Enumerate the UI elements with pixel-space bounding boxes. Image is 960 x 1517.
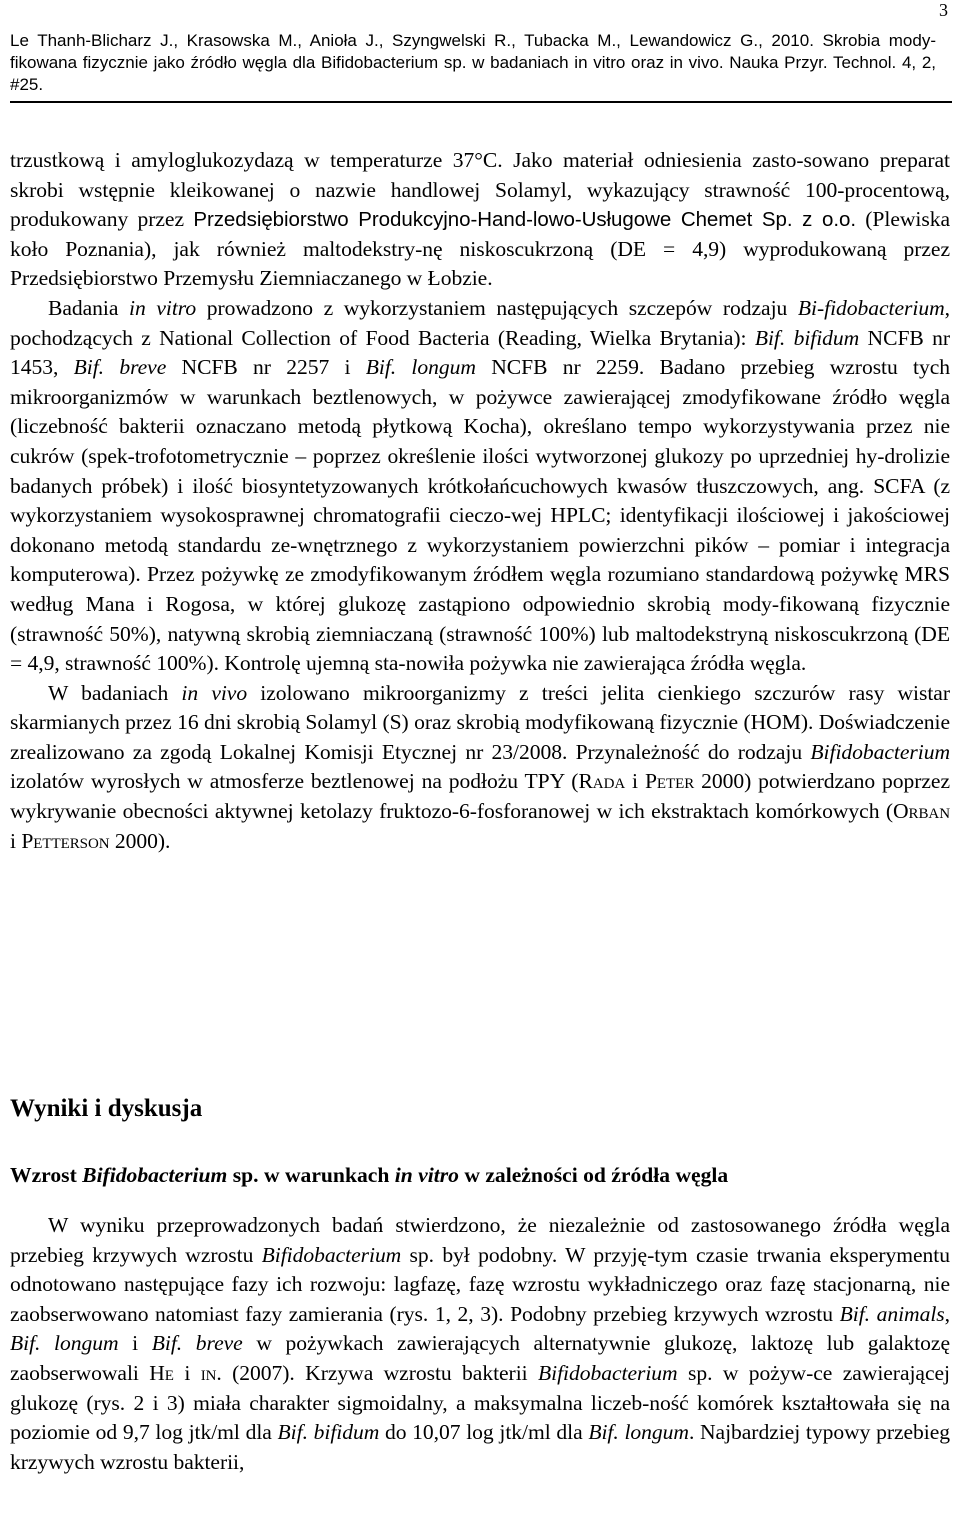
italic-term: in vivo [181, 680, 248, 705]
text-run: i [173, 1360, 201, 1385]
company-name: Przedsiębiorstwo Produkcyjno-Hand-lowo-Usługowe Chemet Sp. z o.o. [193, 208, 856, 232]
text-run: w pożywkach zawierających alternatywnie glukozę, laktozę lub galaktozę zaobserwowali [10, 1331, 950, 1385]
text-run: W wyniku przeprowadzonych badań stwierdzono, że niezależnie od zastosowanego źródła węgla przebieg krzywych wzrostu [10, 1213, 950, 1267]
section-heading: Wyniki i dyskusja [10, 1095, 203, 1122]
italic-term: Bifidobacterium [82, 1163, 228, 1187]
header-rule [10, 101, 952, 103]
text-run: (2007). Krzywa wzrostu bakterii [221, 1360, 538, 1385]
italic-term: Bif. breve [73, 355, 167, 380]
text-run: (Plewiska koło Poznania), jak również maltodekstry-nę niskoscukrzoną (DE = 4,9) wyprodukowaną przez Przedsiębiorstwo Przemysłu Ziemniaczanego w Łobzie. [10, 207, 950, 291]
text-run: NCFB nr 2259. Badano przebieg wzrostu tych mikroorganizmów w warunkach beztlenowych, w pożywce zawierającej zmodyfikowane źródło węgla (liczebność bakterii oznaczano metodą płytkową Kocha), określano tempo wykorzystywania przez nie cukrów (spek-trofotometrycznie – poprzez określenie ilości wytworzonej glukozy po uprzedniej hy-drolizie badanych próbek) i ilość biosyntetyzowanych krótkołańcuchowych kwasów tłuszczowych, ang. SCFA (z wykorzystaniem wysokosprawnej chromatografii cieczo-wej HPLC; identyfikacji ilościowej i jakościowej dokonano metodą standardu ze-wnętrznego z wykorzystaniem powierzchni pików – pomiar i integracja komputerowa). Przez pożywkę ze zmodyfikowanym źródłem węgla rozumiano standardową pożywkę MRS według Mana i Rogosa, w której glukozę zastąpiono odpowiednio skrobią mody-fikowaną fizycznie (strawność 50%), natywną skrobią ziemniaczaną (strawność 100%) lub maltodekstryną niskoscukrzoną (DE = 4,9, strawność 100%). Kontrolę ujemną sta-nowiła pożywka nie zawierająca źródła węgla. [10, 355, 951, 676]
page-number: 3 [939, 0, 948, 20]
heading-text: Wzrost [10, 1163, 83, 1187]
paragraph-reference-material [10, 146, 950, 294]
heading-text: sp. w warunkach [227, 1163, 395, 1187]
text-run: sp. w pożyw-ce zawierającej glukozę (rys. 2 i 3) miała charakter sigmoidalny, a maksymalna liczeb-ność komórek kształtowała się na poziomie od 9,7 log jtk/ml dla [10, 1360, 950, 1445]
italic-term: Bifidobacterium [538, 1360, 678, 1385]
italic-term: Bi-fidobacterium [797, 295, 945, 320]
heading-text: w zależności od źródła węgla [458, 1163, 729, 1187]
text-run: NCFB nr 1453, [10, 325, 951, 380]
paragraph-in-vivo [10, 679, 950, 857]
text-run: , pochodzących z National Collection of Food Bacteria (Reading, Wielka Brytania): [10, 295, 950, 350]
italic-term: Bif. breve [151, 1331, 243, 1356]
text-run: i [625, 769, 645, 794]
italic-term: Bif. longum [365, 355, 476, 380]
text-run: trzustkową i amyloglukozydazą w temperaturze 37°C. Jako materiał odniesienia zasto-sowano preparat skrobi wstępnie kleikowanej o nazwie handlowej Solamyl, wykazujący strawność 100-procentową, produkowany przez [10, 148, 950, 232]
text-run: 2000) potwierdzano poprzez wykrywanie obecności aktywnej ketolazy fruktozo-6-fosforanowej w ich ekstraktach komórkowych ( [10, 769, 950, 824]
text-run: . Najbardziej typowy przebieg krzywych wzrostu bakterii, [10, 1420, 951, 1474]
text-run: izolowano mikroorganizmy z treści jelita cienkiego szczurów rasy wistar skarmianych przez 16 dni skrobią Solamyl (S) oraz skrobią modyfikowaną fizycznie (HOM). Doświadczenie zrealizowano za zgodą Lokalnej Komisji Etycznej nr 23/2008. Przynależność do rodzaju [10, 680, 950, 764]
author-name: Orban [892, 799, 950, 824]
text-run: , [944, 1301, 950, 1326]
text-run: izolatów wyrosłych w atmosferze beztlenowej na podłożu TPY ( [10, 769, 579, 794]
methods-text [10, 146, 950, 856]
author-name: Peter [644, 769, 695, 794]
italic-term: Bif. longum [588, 1420, 689, 1445]
author-name: in. [200, 1360, 222, 1385]
italic-term: Bif. animals [839, 1301, 945, 1326]
italic-term: Bif. bifidum [277, 1420, 380, 1445]
text-run: do 10,07 log jtk/ml dla [379, 1420, 589, 1445]
italic-term: Bifidobacterium [261, 1242, 402, 1267]
author-name: He [149, 1360, 174, 1385]
italic-term: Bifidobacterium [810, 739, 950, 764]
text-run: prowadzono z wykorzystaniem następujących szczepów rodzaju [196, 295, 798, 320]
paragraph-in-vitro [10, 294, 950, 679]
running-header-citation: Le Thanh-Blicharz J., Krasowska M., Anioła J., Szyngwelski R., Tubacka M., Lewandowicz G., 2010. Skrobia mody-fikowana fizycznie jako źródło węgla dla Bifidobacterium sp. w badaniach in vitro oraz in vivo. Nauka Przyr. Technol. 4, 2, #25. [10, 31, 936, 94]
text-run: 2000). [109, 828, 171, 853]
italic-term: in vitro [129, 295, 197, 320]
paragraph-results [10, 1211, 950, 1477]
italic-term: Bif. bifidum [754, 325, 860, 350]
text-run: W badaniach [48, 680, 182, 705]
subsection-heading [10, 1163, 728, 1188]
text-run: i [10, 828, 22, 853]
text-run: sp. był podobny. W przyję-tym czasie trwania eksperymentu odnotowano następujące fazy ich rozwoju: lagfazę, fazę wzrostu wykładniczego oraz fazę stacjonarną, nie zaobserwowano natomiast fazy zamierania (rys. 1, 2, 3). Podobny przebieg krzywych wzrostu [10, 1242, 950, 1326]
italic-term: Bif. longum [10, 1331, 119, 1356]
text-run: i [118, 1331, 152, 1356]
author-name: Rada [578, 769, 626, 794]
author-name: Petterson [21, 828, 110, 853]
italic-term: in vitro [394, 1163, 459, 1187]
text-run: NCFB nr 2257 i [166, 355, 366, 380]
results-text [10, 1211, 950, 1477]
text-run: Badania [48, 295, 130, 320]
